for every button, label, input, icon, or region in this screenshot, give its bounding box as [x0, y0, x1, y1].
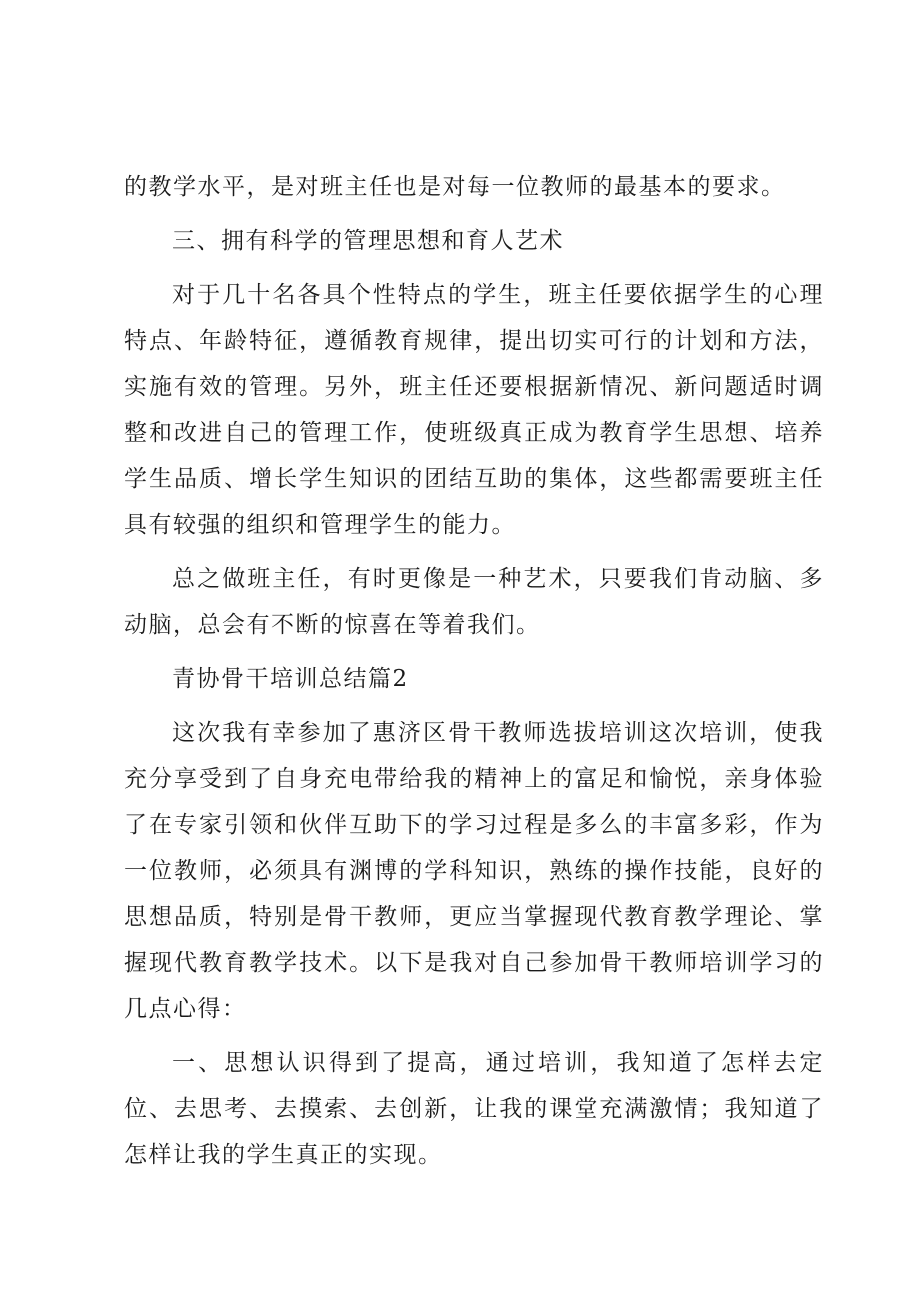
paragraph-training-intro: 这次我有幸参加了惠济区骨干教师选拔培训这次培训，使我充分享受到了自身充电带给我的精神上的富足和愉悦，亲身体验了在专家引领和伙伴互助下的学习过程是多么的丰富多彩，作为一位教师，必须具有渊博的学科知识，熟练的操作技能，良好的思想品质，特别是骨干教师，更应当掌握现代教育教学理论、掌握现代教育教学技术。以下是我对自己参加骨干教师培训学习的几点心得： [124, 720, 824, 1022]
document-body [124, 164, 824, 1186]
paragraph-thought-improvement: 一、思想认识得到了提高，通过培训，我知道了怎样去定位、去思考、去摸索、去创新，让我的课堂充满激情；我知道了怎样让我的学生真正的实现。 [124, 1050, 824, 1168]
section-heading-management: 三、拥有科学的管理思想和育人艺术 [172, 228, 564, 254]
article-title-part-2: 青协骨干培训总结篇2 [172, 666, 409, 692]
paragraph-continuation: 的教学水平，是对班主任也是对每一位教师的最基本的要求。 [124, 174, 786, 200]
paragraph-management: 对于几十名各具个性特点的学生，班主任要依据学生的心理特点、年龄特征，遵循教育规律，提出切实可行的计划和方法，实施有效的管理。另外，班主任还要根据新情况、新问题适时调整和改进自己的管理工作，使班级真正成为教育学生思想、培养学生品质、增长学生知识的团结互助的集体，这些都需要班主任具有较强的组织和管理学生的能力。 [124, 282, 824, 538]
paragraph-conclusion: 总之做班主任，有时更像是一种艺术，只要我们肯动脑、多动脑，总会有不断的惊喜在等着我们。 [124, 566, 824, 638]
